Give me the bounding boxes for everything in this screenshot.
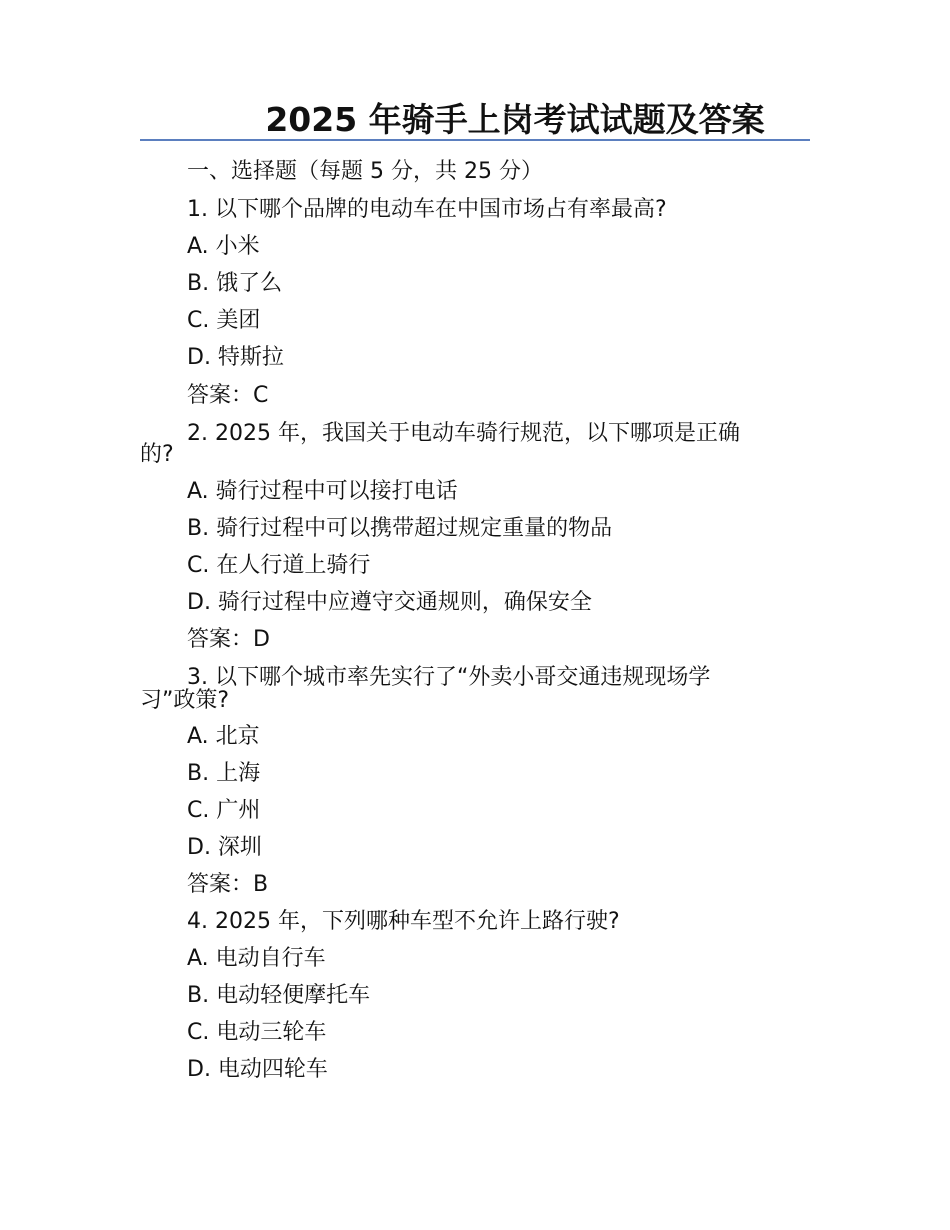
question-4-option-b: B. 电动轻便摩托车	[187, 983, 371, 1008]
question-1-option-b: B. 饿了么	[187, 271, 283, 296]
document-title: 2025 年骑手上岗考试试题及答案	[265, 100, 765, 139]
title-underline	[140, 139, 810, 141]
question-2-option-c: C. 在人行道上骑行	[187, 553, 371, 578]
question-1-answer: 答案：C	[187, 383, 269, 408]
question-3-stem: 3. 以下哪个城市率先实行了“外卖小哥交通违规现场学	[187, 665, 711, 690]
question-1-stem: 1. 以下哪个品牌的电动车在中国市场占有率最高?	[187, 197, 667, 222]
question-4-option-c: C. 电动三轮车	[187, 1020, 327, 1045]
question-4-option-d: D. 电动四轮车	[187, 1057, 328, 1082]
question-3-option-b: B. 上海	[187, 761, 261, 786]
question-3-answer: 答案：B	[187, 872, 269, 897]
question-2-stem: 2. 2025 年，我国关于电动车骑行规范，以下哪项是正确	[187, 421, 740, 446]
question-2-option-b: B. 骑行过程中可以携带超过规定重量的物品	[187, 516, 613, 541]
question-3-option-a: A. 北京	[187, 724, 260, 749]
question-2-answer: 答案：D	[187, 627, 270, 652]
question-3-option-c: C. 广州	[187, 798, 261, 823]
question-4-stem: 4. 2025 年，下列哪种车型不允许上路行驶?	[187, 909, 620, 934]
question-2-option-a: A. 骑行过程中可以接打电话	[187, 479, 458, 504]
question-1-option-d: D. 特斯拉	[187, 345, 284, 370]
section-heading: 一、选择题（每题 5 分，共 25 分）	[187, 159, 543, 184]
question-2-option-d: D. 骑行过程中应遵守交通规则，确保安全	[187, 590, 592, 615]
question-1-option-c: C. 美团	[187, 308, 261, 333]
question-3-option-d: D. 深圳	[187, 835, 262, 860]
question-3-stem-continued: 习”政策?	[140, 688, 230, 713]
question-4-option-a: A. 电动自行车	[187, 946, 326, 971]
question-2-stem-continued: 的?	[140, 442, 174, 467]
question-1-option-a: A. 小米	[187, 234, 260, 259]
